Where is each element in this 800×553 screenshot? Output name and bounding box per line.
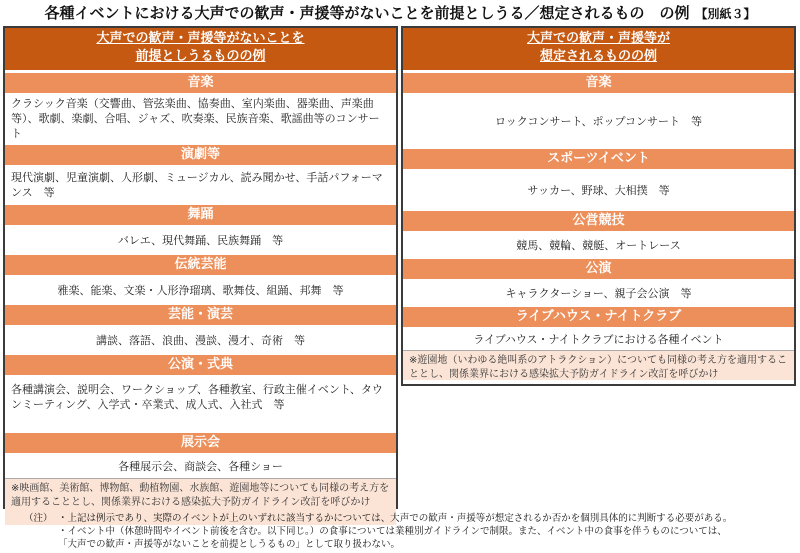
right-section-livehouse-items: ライブハウス・ナイトクラブにおける各種イベント [403, 328, 794, 350]
left-header [5, 28, 396, 72]
left-note: ※映画館、美術館、博物館、動植物園、水族館、遊園地等についても同様の考え方を適用することとし、関係業界における感染拡大予防ガイドライン改訂を呼びかけ [5, 478, 396, 525]
left-section-music-items: クラシック音楽（交響曲、管弦楽曲、協奏曲、室内楽曲、器楽曲、声楽曲 等）、歌劇、楽劇、合唱、ジャズ、吹奏楽、民族音楽、歌謡曲等のコンサート [5, 94, 396, 144]
left-column [3, 26, 398, 509]
right-section-betting-items: 競馬、競輪、競艇、オートレース [403, 232, 794, 258]
right-header-line2: 想定されるものの例 [539, 49, 657, 64]
footer-line3: 「大声での歓声・声援等がないことを前提としうるもの」として取り扱わない。 [58, 539, 401, 550]
left-header-line2: 前提としうるものの例 [135, 49, 266, 64]
left-header-line1: 大声での歓声・声援等がないことを [96, 31, 305, 46]
left-section-exhibition: 展示会 [5, 432, 396, 454]
right-column [401, 26, 796, 386]
title-text: 各種イベントにおける大声での歓声・声援等がないことを前提としうる／想定されるもの の例 [44, 4, 690, 22]
footer-line1-text: ・上記は例示であり、実際のイベントが上のいずれに該当するかについては、大声での歓声・声援等が想定されるか否かを個別具体的に判断する必要がある。 [58, 513, 733, 524]
left-section-theatre-items: 現代演劇、児童演劇、人形劇、ミュージカル、読み聞かせ、手話パフォーマンス 等 [5, 166, 396, 204]
left-section-ceremony: 公演・式典 [5, 354, 396, 376]
footer-line1 [24, 512, 794, 525]
left-section-dance-items: バレエ、現代舞踊、民族舞踊 等 [5, 226, 396, 254]
left-section-theatre: 演劇等 [5, 144, 396, 166]
right-section-performance-items: キャラクターショー、親子会公演 等 [403, 280, 794, 306]
right-header-line1: 大声での歓声・声援等が [526, 31, 670, 46]
right-section-sports: スポーツイベント [403, 148, 794, 170]
right-note: ※遊園地（いわゆる絶叫系のアトラクション）についても同様の考え方を適用することとし、関係業界における感染拡大予防ガイドライン改訂を呼びかけ [403, 350, 794, 380]
right-header [403, 28, 794, 72]
left-section-entertainment-items: 講談、落語、浪曲、漫談、漫才、奇術 等 [5, 326, 396, 354]
left-section-traditional-items: 雅楽、能楽、文楽・人形浄瑠璃、歌舞伎、組踊、邦舞 等 [5, 276, 396, 304]
right-section-music-items: ロックコンサート、ポップコンサート 等 [403, 94, 794, 148]
footer-label: （注） [24, 513, 53, 524]
right-section-sports-items: サッカー、野球、大相撲 等 [403, 170, 794, 210]
right-section-livehouse: ライブハウス・ナイトクラブ [403, 306, 794, 328]
page-title [0, 2, 800, 26]
left-section-dance: 舞踊 [5, 204, 396, 226]
footer-line2: ・イベント中（休憩時間やイベント前後を含む。以下同じ。）の食事については業種別ガイドラインで制限。また、イベント中の食事を伴うものについては、 [58, 526, 727, 537]
left-section-exhibition-items: 各種展示会、商談会、各種ショー [5, 454, 396, 478]
footer-notes [24, 512, 794, 551]
left-section-ceremony-items: 各種講演会、説明会、ワークショップ、各種教室、行政主催イベント、タウンミーティング、入学式・卒業式、成人式、入社式 等 [5, 376, 396, 432]
left-section-entertainment: 芸能・演芸 [5, 304, 396, 326]
attachment-label: 【別紙３】 [695, 7, 756, 21]
right-section-performance: 公演 [403, 258, 794, 280]
left-section-traditional: 伝統芸能 [5, 254, 396, 276]
right-section-music: 音楽 [403, 72, 794, 94]
left-section-music: 音楽 [5, 72, 396, 94]
right-section-betting: 公営競技 [403, 210, 794, 232]
